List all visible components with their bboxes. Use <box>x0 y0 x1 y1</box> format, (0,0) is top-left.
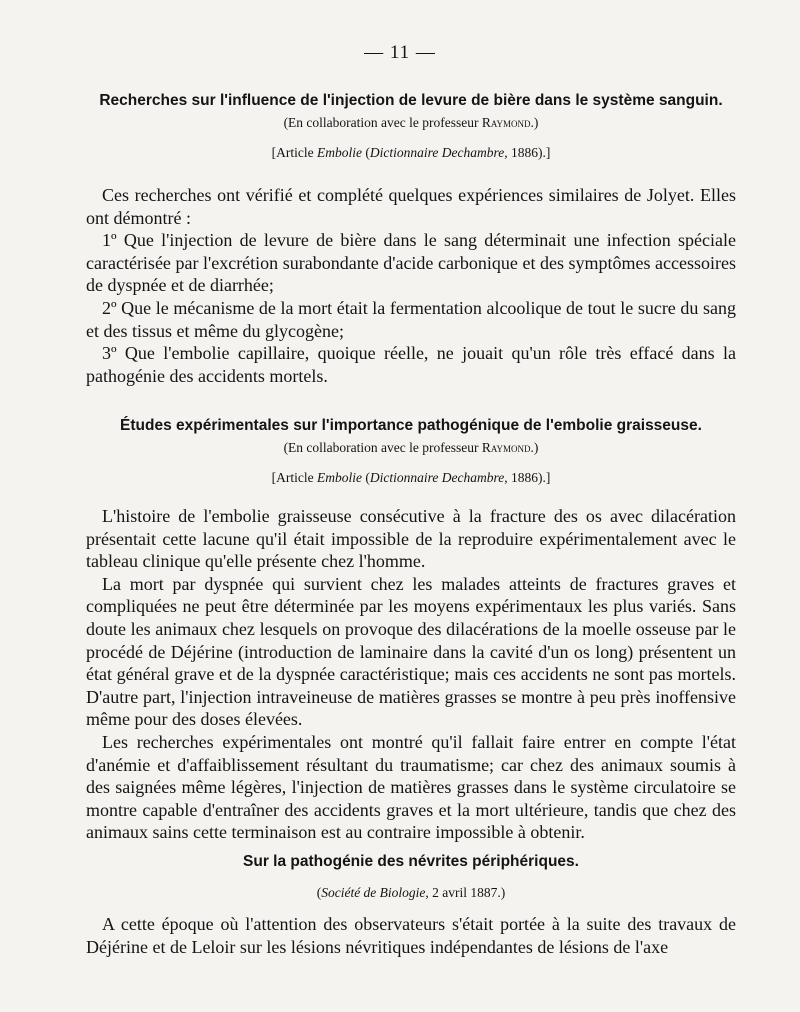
collab-suffix: .) <box>530 440 539 455</box>
article-reference <box>86 145 736 161</box>
section-body <box>86 505 736 844</box>
paragraph: 3º Que l'embolie capillaire, quoique réelle, ne jouait qu'un rôle très effacé dans la pathogénie des accidents mortels. <box>86 343 736 386</box>
ref-mid: ( <box>362 470 370 485</box>
paragraph: La mort par dyspnée qui survient chez les malades atteints de fractures graves et compliquées ne peut être déterminée par les moyens expérimentaux les plus variés. Sans doute les animaux chez lesquels on provoque des dilacérations de la moelle osseuse par le procédé de Déjérine (introduction de laminaire dans la cavité d'un os long) présentent un état général grave et de la dyspnée caractéristique; mais ces accidents ne sont pas mortels. D'autre part, l'injection intraveineuse de matières grasses se montre à peu près inoffensive même pour des doses élevées. <box>86 573 736 730</box>
ref-prefix: [Article <box>271 470 317 485</box>
ref-prefix: [Article <box>271 145 317 160</box>
paragraph: L'histoire de l'embolie graisseuse consécutive à la fracture des os avec dilacération présentait cette lacune qu'il était impossible de la reproduire expérimentalement avec le tableau clinique qu'elle présente chez l'homme. <box>86 506 736 572</box>
collaboration-note <box>86 115 736 131</box>
ref-source: Société de Biologie <box>321 885 426 900</box>
ref-source: Dictionnaire Dechambre <box>369 145 505 160</box>
section-heading: Sur la pathogénie des névrites périphériques. <box>243 853 579 870</box>
section-heading: Études expérimentales sur l'importance pathogénique de l'embolie graisseuse. <box>120 417 702 434</box>
collab-prefix: (En collaboration avec le professeur <box>283 115 482 130</box>
ref-suffix: , 1886).] <box>504 145 551 160</box>
paragraph: Ces recherches ont vérifié et complété quelques expériences similaires de Jolyet. Elles ont démontré : <box>86 185 736 228</box>
section-heading: Recherches sur l'influence de l'injection de levure de bière dans le système sanguin. <box>99 92 723 109</box>
ref-source: Dictionnaire Dechambre <box>369 470 505 485</box>
article-reference <box>86 885 736 901</box>
collab-prefix: (En collaboration avec le professeur <box>283 440 482 455</box>
ref-open: ( <box>316 885 322 900</box>
paragraph: Les recherches expérimentales ont montré qu'il fallait faire entrer en compte l'état d'anémie et d'affaiblissement résultant du traumatisme; car chez des animaux soumis à des saignées même légères, l'injection de matières grasses dans le système circulatoire se montre capable d'entraîner des accidents graves et la mort ultérieure, tandis que chez des animaux sains cette terminaison est au contraire impossible à obtenir. <box>86 731 736 843</box>
collab-name: Raymond <box>481 115 531 130</box>
ref-suffix: , 2 avril 1887.) <box>425 885 506 900</box>
ref-suffix: , 1886).] <box>504 470 551 485</box>
section-embolie-graisseuse <box>86 417 736 843</box>
paragraph: 1º Que l'injection de levure de bière dans le sang déterminait une infection spéciale caractérisée par l'excrétion surabondante d'acide carbonique et des symptômes accessoires de dyspnée et de diarrhée; <box>86 230 736 296</box>
paragraph: 2º Que le mécanisme de la mort était la fermentation alcoolique de tout le sucre du sang et des tissus et même du glycogène; <box>86 297 736 341</box>
page-number: — 11 — <box>364 42 436 63</box>
collab-suffix: .) <box>530 115 539 130</box>
section-body <box>86 184 736 387</box>
ref-mid: ( <box>362 145 370 160</box>
paragraph: A cette époque où l'attention des observateurs s'était portée à la suite des travaux de Déjérine et de Leloir sur les lésions névritiques indépendantes de lésions de l'axe <box>86 914 736 957</box>
collab-name: Raymond <box>481 440 531 455</box>
article-reference <box>86 470 736 486</box>
collaboration-note <box>86 440 736 456</box>
ref-title: Embolie <box>317 470 362 485</box>
ref-title: Embolie <box>317 145 362 160</box>
section-body <box>86 913 736 958</box>
section-levure <box>86 92 736 386</box>
section-nevrites <box>86 853 736 957</box>
